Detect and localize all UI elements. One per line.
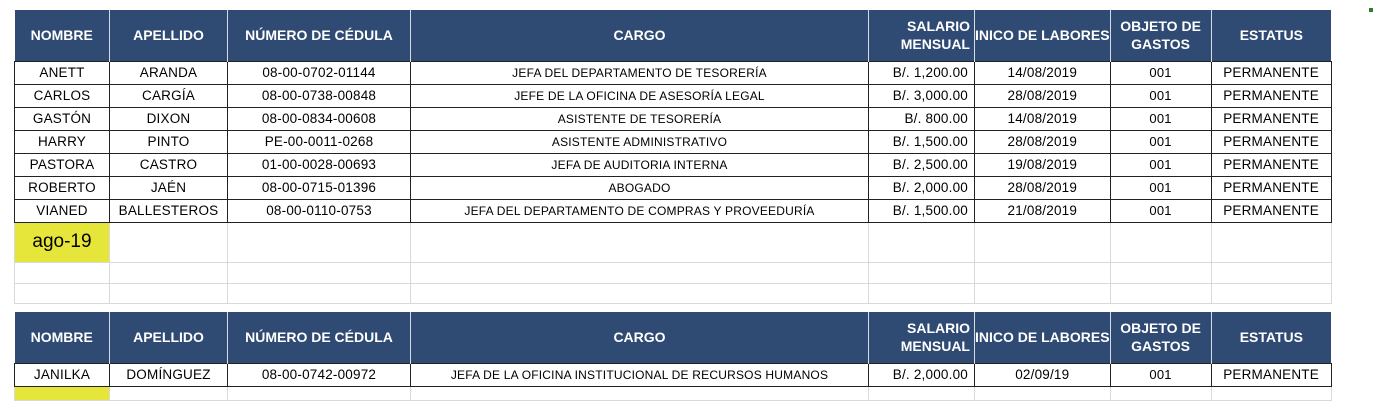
empty-cell[interactable] [975, 386, 1111, 400]
cell-cargo[interactable]: ASISTENTE DE TESORERÍA [411, 107, 869, 130]
employee-table-august [14, 10, 1332, 304]
empty-cell[interactable] [1211, 283, 1331, 303]
col-header-salario[interactable]: SALARIO MENSUAL [869, 10, 975, 61]
cell-nombre[interactable]: JANILKA [15, 363, 110, 386]
empty-cell[interactable] [1110, 283, 1211, 303]
cell-cedula[interactable]: PE-00-0011-0268 [228, 130, 411, 153]
cell-apellido[interactable]: DIXON [110, 107, 228, 130]
empty-cell[interactable] [110, 222, 228, 262]
empty-cell[interactable] [869, 222, 975, 262]
col-header-apellido[interactable]: APELLIDO [110, 10, 228, 61]
empty-cell[interactable] [228, 283, 411, 303]
table-row [15, 199, 1332, 222]
cell-salario[interactable]: B/. 2,000.00 [869, 363, 975, 386]
col-header-estatus[interactable]: ESTATUS [1211, 10, 1331, 61]
empty-cell[interactable] [228, 262, 411, 283]
col-header-salario[interactable]: SALARIO MENSUAL [869, 312, 975, 363]
empty-cell[interactable] [1110, 222, 1211, 262]
cell-objeto[interactable]: 001 [1110, 107, 1211, 130]
cell-inicio[interactable]: 14/08/2019 [975, 61, 1111, 84]
cell-cedula[interactable]: 08-00-0110-0753 [228, 199, 411, 222]
cell-nombre[interactable]: CARLOS [15, 84, 110, 107]
cell-inicio[interactable]: 28/08/2019 [975, 176, 1111, 199]
empty-cell[interactable] [1211, 386, 1331, 400]
cell-cedula[interactable]: 08-00-0702-01144 [228, 61, 411, 84]
col-header-objeto[interactable]: OBJETO DE GASTOS [1110, 312, 1211, 363]
header-row [15, 312, 1332, 363]
cell-salario[interactable]: B/. 1,500.00 [869, 130, 975, 153]
cell-objeto[interactable]: 001 [1110, 176, 1211, 199]
cell-estatus[interactable]: PERMANENTE [1211, 130, 1331, 153]
cell-apellido[interactable]: BALLESTEROS [110, 199, 228, 222]
empty-cell[interactable] [228, 222, 411, 262]
empty-cell[interactable] [869, 386, 975, 400]
cell-inicio[interactable]: 28/08/2019 [975, 130, 1111, 153]
col-header-cargo[interactable]: CARGO [411, 10, 869, 61]
empty-cell[interactable] [975, 222, 1111, 262]
col-header-cargo[interactable]: CARGO [411, 312, 869, 363]
empty-cell[interactable] [110, 386, 228, 400]
empty-cell[interactable] [1211, 262, 1331, 283]
empty-cell[interactable] [1110, 386, 1211, 400]
cell-objeto[interactable]: 001 [1110, 153, 1211, 176]
empty-cell[interactable] [411, 262, 869, 283]
table-row [15, 84, 1332, 107]
header-row [15, 10, 1332, 61]
employee-table-september [14, 312, 1332, 401]
cell-salario[interactable]: B/. 3,000.00 [869, 84, 975, 107]
cell-nombre[interactable]: PASTORA [15, 153, 110, 176]
cell-salario[interactable]: B/. 1,200.00 [869, 61, 975, 84]
cell-cedula[interactable]: 08-00-0715-01396 [228, 176, 411, 199]
cell-inicio[interactable]: 21/08/2019 [975, 199, 1111, 222]
cell-cedula[interactable]: 08-00-0834-00608 [228, 107, 411, 130]
empty-cell[interactable] [15, 283, 110, 303]
cell-salario[interactable]: B/. 2,500.00 [869, 153, 975, 176]
cell-apellido[interactable]: PINTO [110, 130, 228, 153]
empty-cell[interactable] [411, 283, 869, 303]
table-row [15, 107, 1332, 130]
table-row [15, 153, 1332, 176]
cell-cargo[interactable]: JEFA DE AUDITORIA INTERNA [411, 153, 869, 176]
cell-salario[interactable]: B/. 1,500.00 [869, 199, 975, 222]
cell-estatus[interactable]: PERMANENTE [1211, 61, 1331, 84]
cell-salario[interactable]: B/. 2,000.00 [869, 176, 975, 199]
cell-estatus[interactable]: PERMANENTE [1211, 199, 1331, 222]
cell-salario[interactable]: B/. 800.00 [869, 107, 975, 130]
cell-estatus[interactable]: PERMANENTE [1211, 107, 1331, 130]
cell-objeto[interactable]: 001 [1110, 363, 1211, 386]
empty-cell[interactable] [869, 262, 975, 283]
cell-cedula[interactable]: 01-00-0028-00693 [228, 153, 411, 176]
sheet-edge-marker [1369, 8, 1373, 12]
cell-apellido[interactable]: CARGÍA [110, 84, 228, 107]
col-header-cedula[interactable]: NÚMERO DE CÉDULA [228, 312, 411, 363]
empty-cell[interactable] [110, 262, 228, 283]
empty-cell[interactable] [975, 283, 1111, 303]
empty-cell[interactable] [110, 283, 228, 303]
cell-inicio[interactable]: 19/08/2019 [975, 153, 1111, 176]
cell-apellido[interactable]: CASTRO [110, 153, 228, 176]
col-header-nombre[interactable]: NOMBRE [15, 312, 110, 363]
empty-cell[interactable] [15, 262, 110, 283]
cell-estatus[interactable]: PERMANENTE [1211, 176, 1331, 199]
col-header-inicio[interactable]: INICO DE LABORES [975, 10, 1111, 61]
cell-nombre[interactable]: ANETT [15, 61, 110, 84]
month-label-cell[interactable]: ago-19 [15, 222, 110, 262]
cell-nombre[interactable]: GASTÓN [15, 107, 110, 130]
cell-estatus[interactable]: PERMANENTE [1211, 153, 1331, 176]
cell-nombre[interactable]: ROBERTO [15, 176, 110, 199]
cell-cargo[interactable]: JEFA DEL DEPARTAMENTO DE TESORERÍA [411, 61, 869, 84]
empty-cell[interactable] [411, 386, 869, 400]
cell-estatus[interactable]: PERMANENTE [1211, 363, 1331, 386]
cell-inicio[interactable]: 02/09/19 [975, 363, 1111, 386]
col-header-nombre[interactable]: NOMBRE [15, 10, 110, 61]
empty-cell[interactable] [228, 386, 411, 400]
table-row [15, 363, 1332, 386]
cell-cedula[interactable]: 08-00-0742-00972 [228, 363, 411, 386]
cell-estatus[interactable]: PERMANENTE [1211, 84, 1331, 107]
empty-cell[interactable] [411, 222, 869, 262]
cell-cedula[interactable]: 08-00-0738-00848 [228, 84, 411, 107]
cell-nombre[interactable]: HARRY [15, 130, 110, 153]
cell-objeto[interactable]: 001 [1110, 84, 1211, 107]
cell-cargo[interactable]: ABOGADO [411, 176, 869, 199]
cell-apellido[interactable]: JAÉN [110, 176, 228, 199]
empty-cell[interactable] [1110, 262, 1211, 283]
col-header-apellido[interactable]: APELLIDO [110, 312, 228, 363]
cell-apellido[interactable]: DOMÍNGUEZ [110, 363, 228, 386]
col-header-cedula[interactable]: NÚMERO DE CÉDULA [228, 10, 411, 61]
cell-inicio[interactable]: 14/08/2019 [975, 107, 1111, 130]
empty-cell[interactable] [1211, 222, 1331, 262]
col-header-objeto[interactable]: OBJETO DE GASTOS [1110, 10, 1211, 61]
cell-cargo[interactable]: JEFA DEL DEPARTAMENTO DE COMPRAS Y PROVEEDURÍA [411, 199, 869, 222]
cell-cargo[interactable]: JEFE DE LA OFICINA DE ASESORÍA LEGAL [411, 84, 869, 107]
table-row [15, 176, 1332, 199]
col-header-estatus[interactable]: ESTATUS [1211, 312, 1331, 363]
cell-apellido[interactable]: ARANDA [110, 61, 228, 84]
cell-objeto[interactable]: 001 [1110, 130, 1211, 153]
cell-inicio[interactable]: 28/08/2019 [975, 84, 1111, 107]
cell-objeto[interactable]: 001 [1110, 199, 1211, 222]
cell-cargo[interactable]: JEFA DE LA OFICINA INSTITUCIONAL DE RECURSOS HUMANOS [411, 363, 869, 386]
cell-nombre[interactable]: VIANED [15, 199, 110, 222]
cell-objeto[interactable]: 001 [1110, 61, 1211, 84]
empty-cell[interactable] [975, 262, 1111, 283]
empty-cell[interactable] [869, 283, 975, 303]
highlighted-cell[interactable] [15, 386, 110, 400]
col-header-inicio[interactable]: INICO DE LABORES [975, 312, 1111, 363]
cell-cargo[interactable]: ASISTENTE ADMINISTRATIVO [411, 130, 869, 153]
table-row [15, 61, 1332, 84]
table-row [15, 130, 1332, 153]
